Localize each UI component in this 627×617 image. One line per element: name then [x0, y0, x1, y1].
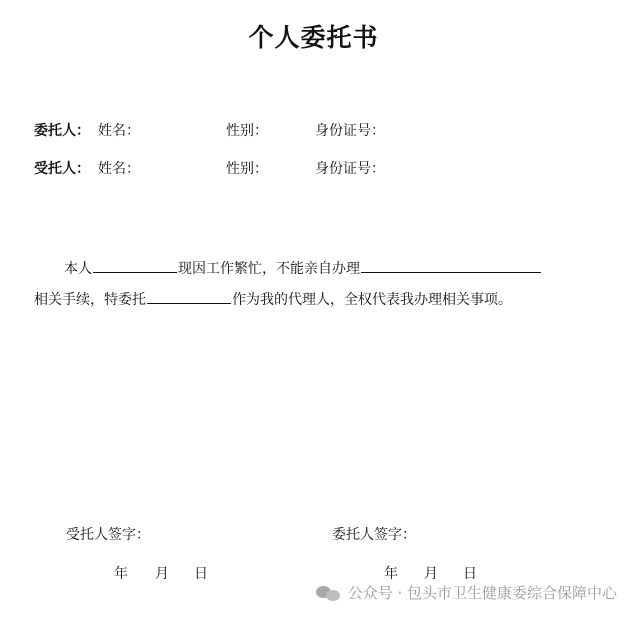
agent-id-label: 身份证号： — [315, 161, 385, 177]
watermark-text: 公众号 · 包头市卫生健康委综合保障中心 — [347, 584, 617, 602]
agent-date-month: 月 — [155, 566, 169, 582]
blank-agent-name — [147, 289, 231, 304]
blank-matter — [361, 258, 541, 273]
principal-date-year: 年 — [384, 566, 398, 582]
principal-signature-label: 委托人签字： — [332, 527, 416, 543]
watermark — [316, 582, 617, 603]
body-line-2 — [34, 289, 512, 309]
body-line-1 — [64, 258, 542, 278]
principal-name-label: 姓名： — [98, 123, 140, 139]
agent-gender-label: 性别： — [226, 161, 268, 177]
blank-principal-name — [93, 258, 177, 273]
agent-role-label: 受托人： — [34, 161, 90, 177]
principal-gender-label: 性别： — [226, 123, 268, 139]
principal-id-label: 身份证号： — [315, 123, 385, 139]
body-line2-text-b: 作为我的代理人，全权代表我办理相关事项。 — [232, 292, 512, 308]
agent-date-year: 年 — [114, 566, 128, 582]
agent-name-label: 姓名： — [98, 161, 140, 177]
principal-role-label: 委托人： — [34, 123, 90, 139]
principal-date-day: 日 — [463, 566, 477, 582]
body-line1-text-a: 本人 — [64, 261, 92, 277]
principal-date-month: 月 — [424, 566, 438, 582]
agent-date-day: 日 — [194, 566, 208, 582]
wechat-icon — [316, 584, 342, 602]
document-title: 个人委托书 — [248, 23, 379, 52]
body-line1-text-b: 现因工作繁忙，不能亲自办理 — [178, 261, 360, 277]
agent-signature-label: 受托人签字： — [66, 527, 150, 543]
body-line2-text-a: 相关手续，特委托 — [34, 292, 146, 308]
